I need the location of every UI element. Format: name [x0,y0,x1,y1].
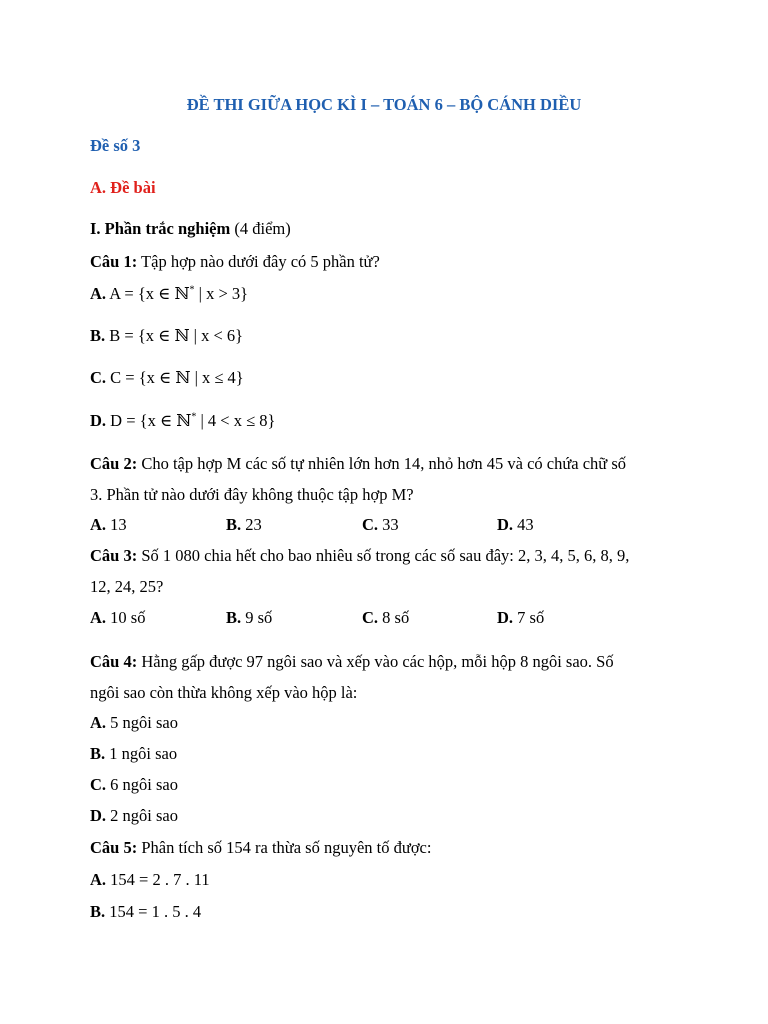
q2-option-a [90,515,127,535]
option-text: D = {x ∈ ℕ [110,411,192,430]
question-2-cont: 3. Phần tử nào dưới đây không thuộc tập hợp M? [90,485,414,504]
option-text: 2 ngôi sao [110,806,179,825]
question-1 [90,252,380,272]
option-text: C = {x ∈ ℕ | x ≤ 4} [110,368,244,387]
option-key: C. [90,775,107,794]
q4-option-a [90,713,178,733]
option-key: A. [90,608,107,627]
option-text: 154 = 1 . 5 . 4 [109,902,202,921]
q4-option-b [90,744,177,764]
part-points: (4 điểm) [234,219,291,238]
q2-option-b [226,515,262,535]
option-key: D. [497,515,514,534]
q4-option-d [90,806,178,826]
question-5 [90,838,431,858]
option-text: 43 [517,515,534,534]
question-label: Câu 4: [90,652,138,671]
option-key: D. [90,806,107,825]
option-key: C. [90,368,107,387]
part-heading [90,219,291,239]
question-text: Hằng gấp được 97 ngôi sao và xếp vào các hộp, mỗi hộp 8 ngôi sao. Số [141,652,614,671]
option-superscript: * [191,411,197,423]
option-key: B. [90,902,106,921]
q4-option-c [90,775,178,795]
q2-option-d [497,515,534,535]
question-label: Câu 5: [90,838,138,857]
option-key: A. [90,284,107,303]
q1-option-d [90,411,275,431]
q3-option-c [362,608,409,628]
question-text: Số 1 080 chia hết cho bao nhiêu số trong các số sau đây: 2, 3, 4, 5, 6, 8, 9, [141,546,630,565]
q1-option-b [90,326,243,346]
option-text: 5 ngôi sao [110,713,179,732]
option-text: 154 = 2 . 7 . 11 [110,870,210,889]
option-key: D. [497,608,514,627]
q1-option-a [90,284,248,304]
question-label: Câu 3: [90,546,138,565]
option-text: 7 số [517,608,545,627]
option-key: B. [90,744,106,763]
option-text: 33 [382,515,399,534]
q1-option-c [90,368,244,388]
option-key: C. [362,515,379,534]
question-3 [90,546,629,566]
question-text: Cho tập hợp M các số tự nhiên lớn hơn 14, nhỏ hơn 45 và có chứa chữ số [141,454,627,473]
question-label: Câu 2: [90,454,138,473]
option-superscript: * [189,284,195,296]
question-text: Tập hợp nào dưới đây có 5 phần tử? [141,252,380,271]
option-text: 8 số [382,608,410,627]
q5-option-a [90,870,210,890]
option-key: B. [226,608,242,627]
q5-option-b [90,902,201,922]
option-key: B. [90,326,106,345]
question-4-cont: ngôi sao còn thừa không xếp vào hộp là: [90,683,358,702]
option-key: B. [226,515,242,534]
option-text-cont: | x > 3} [194,284,249,303]
q3-option-a [90,608,145,628]
section-heading: A. Đề bài [90,178,156,197]
option-key: A. [90,870,107,889]
option-text: 13 [110,515,127,534]
option-key: C. [362,608,379,627]
option-text: 9 số [245,608,273,627]
option-key: D. [90,411,107,430]
exam-title: ĐỀ THI GIỮA HỌC KÌ I – TOÁN 6 – BỘ CÁNH DIỀU [186,95,582,114]
option-key: A. [90,713,107,732]
question-4 [90,652,614,672]
question-2 [90,454,626,474]
option-text: 1 ngôi sao [109,744,178,763]
question-text: Phân tích số 154 ra thừa số nguyên tố được: [141,838,432,857]
q2-option-c [362,515,399,535]
option-text: A = {x ∈ ℕ [109,284,190,303]
q3-option-b [226,608,272,628]
option-text: 10 số [110,608,146,627]
question-label: Câu 1: [90,252,138,271]
option-text: 23 [245,515,262,534]
option-text-cont: | 4 < x ≤ 8} [196,411,276,430]
option-text: B = {x ∈ ℕ | x < 6} [109,326,244,345]
option-key: A. [90,515,107,534]
exam-number: Đề số 3 [90,136,141,155]
question-3-cont: 12, 24, 25? [90,577,164,596]
q3-option-d [497,608,544,628]
option-text: 6 ngôi sao [110,775,179,794]
part-label: I. Phần trắc nghiệm [90,219,231,238]
